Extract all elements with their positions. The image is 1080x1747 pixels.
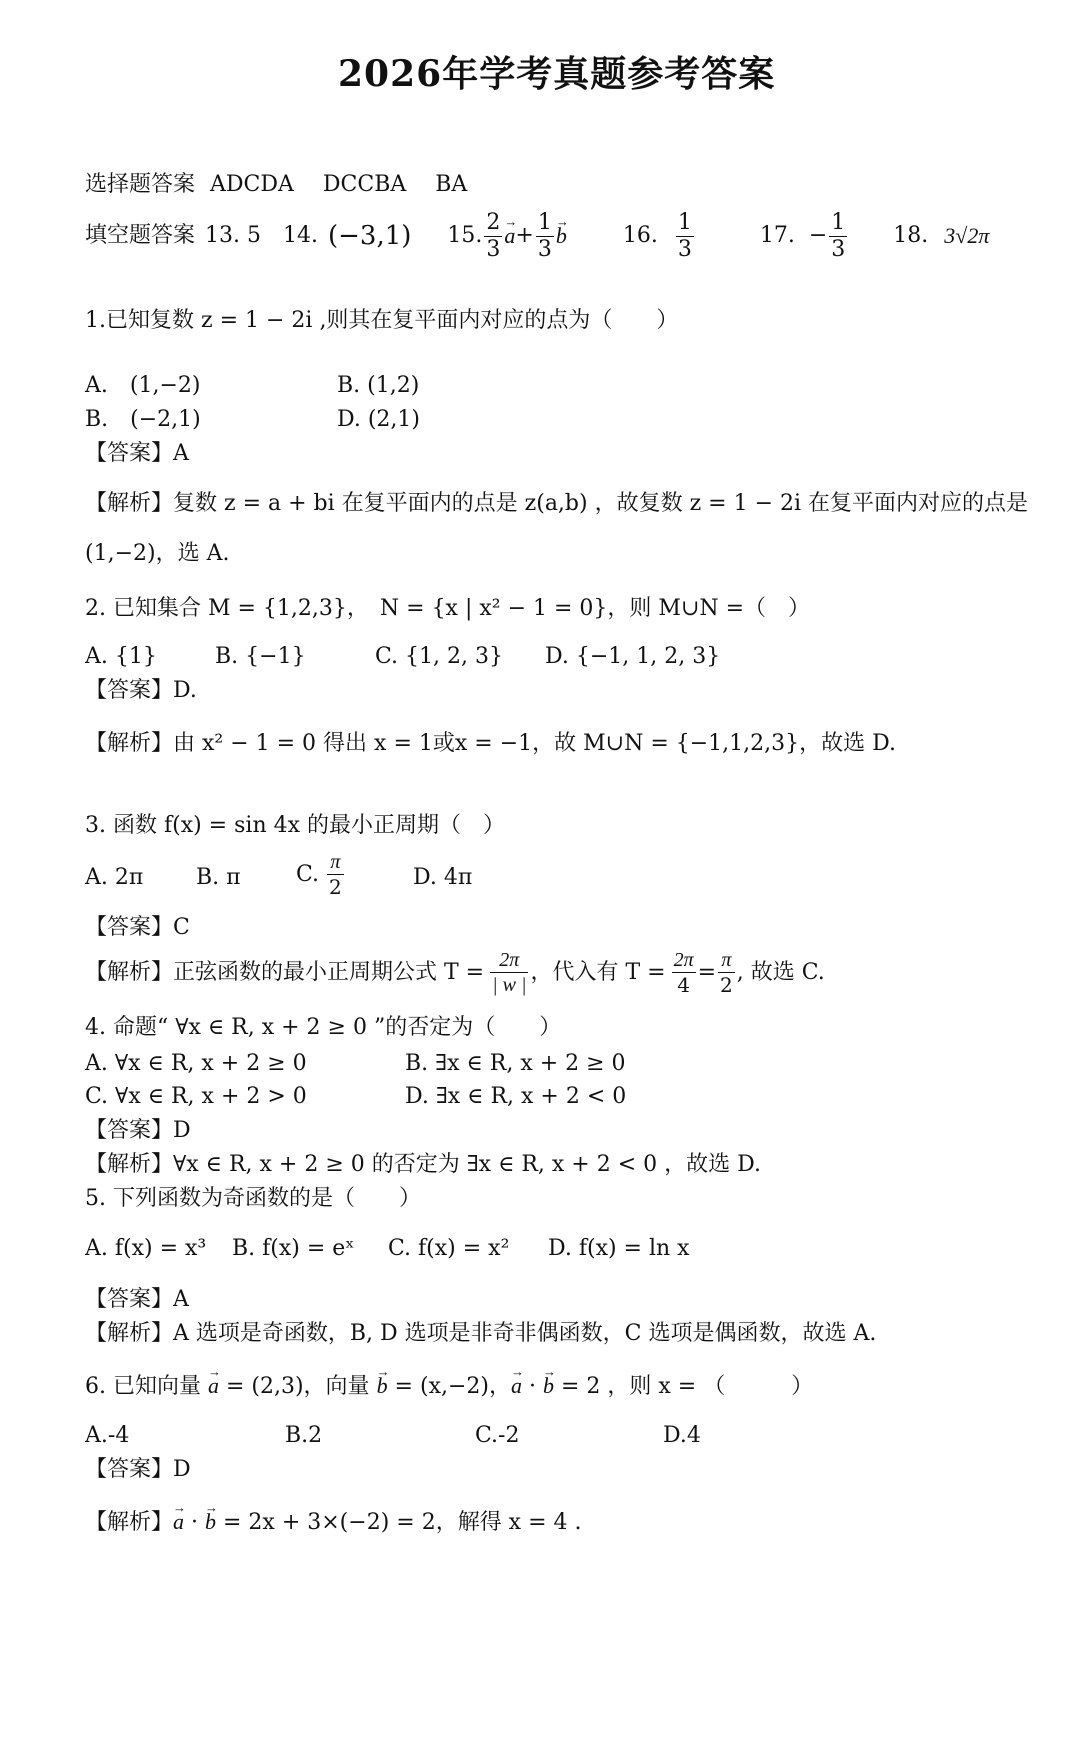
explanation-text: 【解析】 bbox=[85, 1510, 174, 1535]
question-4-answer: 【答案】D bbox=[85, 1118, 191, 1143]
question-4-explanation: 【解析】∀x ∈ R, x + 2 ≥ 0 的否定为 ∃x ∈ R, x + 2 < 0 ，故选 D. bbox=[85, 1152, 761, 1177]
fraction: $\frac{\pi}{2}$ bbox=[329, 851, 342, 899]
question-1-option-a: A. (1,−2) bbox=[85, 373, 201, 398]
stem-text: = (2,3)，向量 bbox=[218, 1374, 377, 1399]
question-1-option-b: B. (1,2) bbox=[337, 373, 420, 398]
question-3-explanation bbox=[85, 950, 825, 995]
fill-answer-15-number: 15. bbox=[447, 223, 483, 248]
fill-answer-13: 13. 5 bbox=[205, 223, 261, 248]
question-4-option-d: D. ∃x ∈ R, x + 2 < 0 bbox=[405, 1084, 627, 1109]
question-3-option-d: D. 4π bbox=[413, 865, 473, 890]
question-4-option-a: A. ∀x ∈ R, x + 2 ≥ 0 bbox=[85, 1051, 307, 1076]
equals-sign: = bbox=[697, 959, 717, 985]
question-6-answer: 【答案】D bbox=[85, 1457, 191, 1482]
question-1-option-c: B. (−2,1) bbox=[85, 407, 201, 432]
choice-answers-row bbox=[85, 171, 467, 199]
fill-answer-18-number: 18. bbox=[893, 223, 929, 248]
question-5-option-c: C. f(x) = x² bbox=[388, 1236, 510, 1261]
page-title: 2026年学考真题参考答案 bbox=[338, 53, 776, 95]
fraction: $\frac{2\pi}{4}$ bbox=[673, 949, 694, 997]
choice-answer-group: DCCBA bbox=[322, 172, 407, 197]
vector-a: → a bbox=[208, 1372, 219, 1400]
stem-text: = 2 ，则 x = （ ） bbox=[553, 1374, 814, 1399]
explanation-text: 【解析】正弦函数的最小正周期公式 T = bbox=[85, 959, 485, 985]
fraction: $\frac{1}{3}$ bbox=[537, 209, 552, 262]
vector-b: → b bbox=[543, 1372, 554, 1400]
fill-answer-16-number: 16. bbox=[622, 223, 658, 248]
question-2-option-c: C. {1, 2, 3} bbox=[375, 644, 503, 669]
question-3-option-c bbox=[296, 852, 346, 897]
question-6-explanation bbox=[85, 1508, 582, 1537]
choice-answer-group: ADCDA bbox=[210, 172, 294, 197]
dot-operator: · bbox=[184, 1510, 205, 1535]
stem-text: 6. 已知向量 bbox=[85, 1374, 208, 1399]
question-5-answer: 【答案】A bbox=[85, 1287, 189, 1312]
explanation-text: , 故选 C. bbox=[736, 959, 825, 985]
fill-answers-label: 填空题答案 bbox=[85, 223, 196, 248]
question-2-option-d: D. {−1, 1, 2, 3} bbox=[545, 644, 721, 669]
fraction: $\frac{2\pi}{| w |}$ bbox=[492, 949, 527, 996]
question-2-option-a: A. {1} bbox=[85, 644, 157, 669]
choice-answer-group: BA bbox=[435, 172, 468, 197]
fill-answers-row bbox=[85, 206, 989, 266]
question-1-stem: 1.已知复数 z = 1 − 2i ,则其在复平面内对应的点为（ ） bbox=[85, 308, 679, 333]
question-3-option-a: A. 2π bbox=[85, 865, 144, 890]
fraction: $\frac{1}{3}$ bbox=[677, 209, 692, 262]
fill-answer-17-number: 17. bbox=[759, 223, 795, 248]
explanation-text: = 2x + 3×(−2) = 2，解得 x = 4 . bbox=[216, 1510, 582, 1535]
question-6-option-d: D.4 bbox=[663, 1423, 701, 1448]
question-5-option-a: A. f(x) = x³ bbox=[85, 1236, 207, 1261]
choice-answers-label: 选择题答案 bbox=[85, 172, 196, 197]
question-6-option-b: B.2 bbox=[285, 1423, 323, 1448]
vector-a: → a bbox=[173, 1508, 184, 1536]
question-1-explanation: 【解析】复数 z = a + bi 在复平面内的点是 z(a,b) ，故复数 z = 1 − 2i 在复平面内对应的点是 bbox=[85, 491, 1029, 516]
explanation-text: ，代入有 T = bbox=[530, 959, 666, 985]
vector-b: → b bbox=[556, 222, 567, 250]
question-5-explanation: 【解析】A 选项是奇函数，B, D 选项是非奇非偶函数，C 选项是偶函数，故选 A. bbox=[85, 1321, 877, 1346]
plus-sign: + bbox=[515, 223, 534, 248]
question-3-answer: 【答案】C bbox=[85, 915, 190, 940]
fill-answer-18: 3√2π bbox=[944, 223, 990, 248]
question-5-stem: 5. 下列函数为奇函数的是（ ） bbox=[85, 1186, 421, 1211]
fraction: $\frac{1}{3}$ bbox=[831, 209, 846, 262]
question-1-explanation-cont: (1,−2)，选 A. bbox=[85, 541, 230, 566]
question-3-stem: 3. 函数 f(x) = sin 4x 的最小正周期（ ） bbox=[85, 813, 505, 838]
question-4-option-c: C. ∀x ∈ R, x + 2 > 0 bbox=[85, 1084, 307, 1109]
fraction: $\frac{2}{3}$ bbox=[486, 209, 501, 262]
question-6-option-a: A.-4 bbox=[85, 1423, 130, 1448]
question-2-option-b: B. {−1} bbox=[215, 644, 306, 669]
dot-operator: · bbox=[521, 1374, 543, 1399]
vector-a: → a bbox=[504, 222, 515, 250]
question-2-explanation: 【解析】由 x² − 1 = 0 得出 x = 1或x = −1，故 M∪N = {−1,1,2,3}，故选 D. bbox=[85, 731, 896, 756]
question-4-stem: 4. 命题“ ∀x ∈ R, x + 2 ≥ 0 ”的否定为（ ） bbox=[85, 1015, 562, 1040]
vector-b: → b bbox=[205, 1508, 216, 1536]
fraction: $\frac{\pi}{2}$ bbox=[720, 949, 733, 997]
question-6-option-c: C.-2 bbox=[475, 1423, 520, 1448]
question-2-answer: 【答案】D. bbox=[85, 678, 197, 703]
question-5-option-b: B. f(x) = eˣ bbox=[232, 1236, 355, 1261]
question-5-option-d: D. f(x) = ln x bbox=[548, 1236, 690, 1261]
stem-text: = (x,−2)， bbox=[387, 1374, 511, 1399]
question-1-answer: 【答案】A bbox=[85, 441, 189, 466]
vector-b: → b bbox=[377, 1372, 388, 1400]
fill-answer-14-number: 14. bbox=[283, 223, 318, 248]
vector-a: → a bbox=[511, 1372, 522, 1400]
option-label: C. bbox=[296, 861, 320, 887]
minus-sign: − bbox=[808, 223, 828, 248]
question-6-stem bbox=[85, 1372, 813, 1401]
question-4-option-b: B. ∃x ∈ R, x + 2 ≥ 0 bbox=[405, 1051, 626, 1076]
fill-answer-14: (−3,1) bbox=[328, 221, 412, 251]
question-1-option-d: D. (2,1) bbox=[337, 407, 420, 432]
question-2-stem: 2. 已知集合 M = {1,2,3}， N = {x | x² − 1 = 0}，则 M∪N =（ ） bbox=[85, 596, 811, 621]
question-3-option-b: B. π bbox=[196, 865, 241, 890]
